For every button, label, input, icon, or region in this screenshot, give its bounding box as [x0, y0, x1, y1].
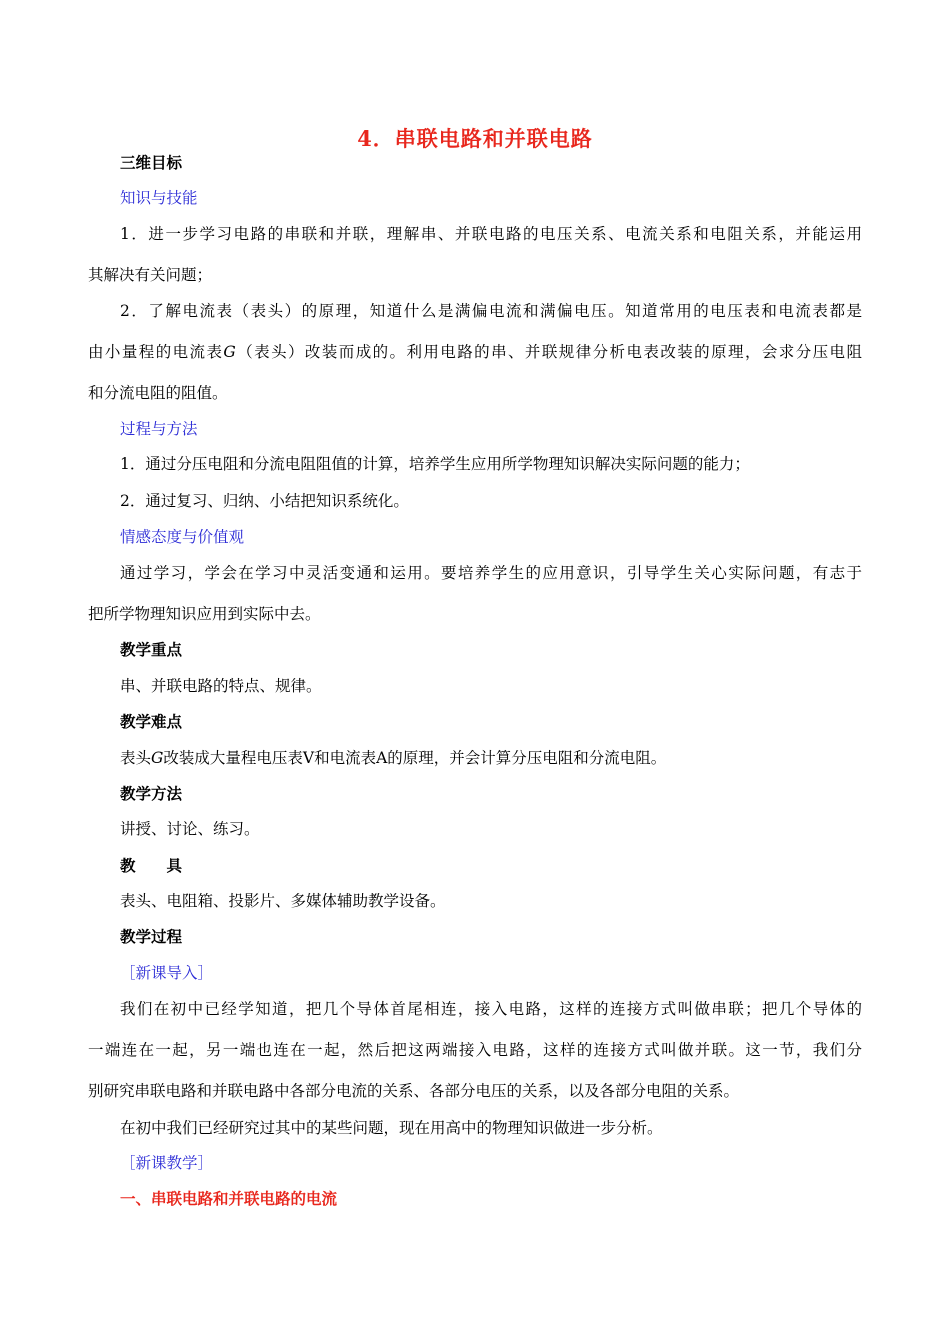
method-text: 讲授、讨论、练习。 — [120, 820, 260, 838]
galvanometer-symbol-2: G — [151, 749, 164, 767]
intro-tag: ［新课导入］ — [120, 964, 214, 982]
galvanometer-symbol: G — [223, 343, 236, 361]
difficult-text-a: 表头 — [120, 749, 152, 767]
difficult-points-heading: 教学难点 — [120, 712, 183, 731]
k2-text-b: （表头）改装而成的。利用电路的串、并联规律分析电表改装的原理，会求分压电阻 — [235, 343, 862, 361]
tools-heading: 教 具 — [120, 856, 183, 875]
knowledge-heading: 知识与技能 — [120, 189, 198, 207]
intro-line-3: 别研究串联电路和并联电路中各部分电流的关系、各部分电压的关系，以及各部分电阻的关系。 — [88, 1082, 740, 1100]
knowledge-item-1-line-2: 其解决有关问题； — [88, 266, 213, 284]
intro-line-1: 我们在初中已经学知道，把几个导体首尾相连，接入电路，这样的连接方式叫做串联；把几个导体的 — [120, 1000, 862, 1018]
difficult-points-text — [120, 747, 666, 769]
new-lesson-tag: ［新课教学］ — [120, 1154, 214, 1172]
emotion-line-2: 把所学物理知识应用到实际中去。 — [88, 605, 321, 623]
key-points-text: 串、并联电路的特点、规律。 — [120, 677, 322, 695]
page-title: 4．串联电路和并联电路 — [357, 126, 593, 151]
intro-line-4: 在初中我们已经研究过其中的某些问题，现在用高中的物理知识做进一步分析。 — [120, 1119, 663, 1137]
difficult-text-b: 改装成大量程电压表V和电流表A的原理，并会计算分压电阻和分流电阻。 — [163, 749, 667, 767]
tools-text: 表头、电阻箱、投影片、多媒体辅助教学设备。 — [120, 892, 446, 910]
emotion-heading: 情感态度与价值观 — [120, 528, 245, 546]
knowledge-item-2-line-3: 和分流电阻的阻值。 — [88, 384, 228, 402]
section-1-title: 一、串联电路和并联电路的电流 — [120, 1189, 338, 1208]
knowledge-item-1-line-1: 1．进一步学习电路的串联和并联，理解串、并联电路的电压关系、电流关系和电阻关系，并能运用 — [120, 225, 862, 243]
goals-heading: 三维目标 — [120, 153, 183, 172]
knowledge-item-2-line-1: 2．了解电流表（表头）的原理，知道什么是满偏电流和满偏电压。知道常用的电压表和电流表都是 — [120, 302, 862, 320]
process-item-1: 1．通过分压电阻和分流电阻阻值的计算，培养学生应用所学物理知识解决实际问题的能力； — [120, 455, 750, 473]
method-heading: 教学方法 — [120, 784, 183, 803]
emotion-line-1: 通过学习，学会在学习中灵活变通和运用。要培养学生的应用意识，引导学生关心实际问题，有志于 — [120, 564, 862, 582]
knowledge-item-2-line-2 — [88, 341, 862, 363]
key-points-heading: 教学重点 — [120, 640, 183, 659]
k2-text-a: 由小量程的电流表 — [88, 343, 224, 361]
intro-line-2: 一端连在一起，另一端也连在一起，然后把这两端接入电路，这样的连接方式叫做并联。这一节，我们分 — [88, 1041, 862, 1059]
teaching-process-heading: 教学过程 — [120, 927, 183, 946]
process-item-2: 2．通过复习、归纳、小结把知识系统化。 — [120, 492, 409, 510]
process-heading: 过程与方法 — [120, 420, 198, 438]
